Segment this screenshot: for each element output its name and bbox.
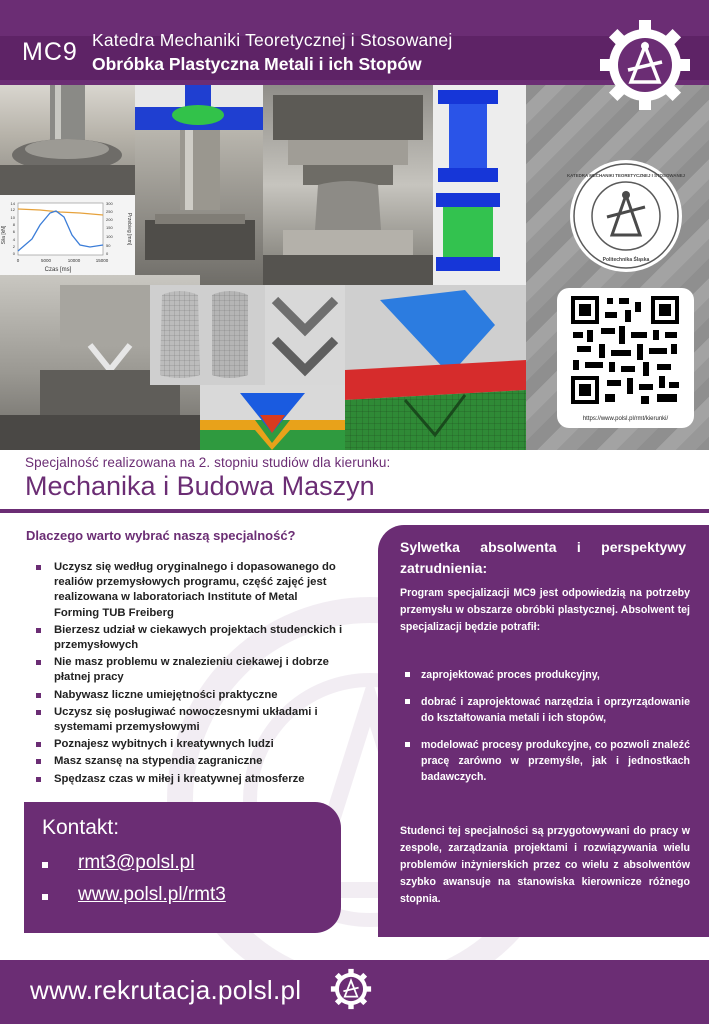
chart-ytick-left: 2	[12, 244, 15, 249]
fem-bending-stress	[200, 385, 345, 450]
graduate-profile-title: Sylwetka absolwenta i perspektywy zatrudnienia:	[400, 539, 686, 576]
list-item	[36, 754, 344, 769]
photo-collage	[0, 85, 709, 450]
seal-text-bottom: Politechnika Śląska	[602, 257, 650, 263]
chart-ytick-right: 300	[106, 201, 113, 206]
list-item-text: zaprojektować proces produkcyjny,	[421, 669, 600, 681]
bullet-icon	[36, 742, 41, 747]
list-item	[405, 737, 690, 785]
fem-billet-initial	[433, 85, 526, 185]
chart-ytick-left: 6	[12, 229, 15, 234]
fem-upsetting	[135, 85, 263, 130]
chart-xlabel: Czas [ms]	[44, 267, 72, 273]
specialization-name: Obróbka Plastyczna Metali i ich Stopów	[92, 54, 422, 74]
qr-url-text[interactable]: https://www.polsl.pl/rmt/kierunki/	[582, 416, 669, 422]
university-gear-logo-small	[330, 968, 372, 1010]
fem-billet-initial-drawing	[433, 85, 526, 185]
bullet-icon	[36, 759, 41, 764]
department-seal-logo	[567, 157, 685, 275]
list-item-text: Nie masz problemu w znalezieniu ciekawej i dobrze płatnej pracy	[54, 656, 329, 684]
press-photo-1	[0, 85, 135, 195]
list-item-text: Uczysz się według oryginalnego i dopasowanego do realiów przemysłowych programu, część zajęć jest realizowana w laboratoriach Institute of Metal Forming TUB Freiberg	[54, 561, 336, 619]
chart-ytick-left: 10	[10, 215, 15, 220]
list-item	[36, 688, 344, 703]
list-item-text: Nabywasz liczne umiejętności praktyczne	[54, 688, 278, 701]
why-choose-list	[36, 560, 344, 789]
fem-mesh-cylinders	[150, 285, 265, 385]
bent-profiles-drawing	[265, 285, 345, 385]
contact-title: Kontakt:	[42, 816, 120, 839]
list-item	[36, 560, 344, 621]
list-item	[36, 737, 344, 752]
seal-text-top: KATEDRA MECHANIKI TEORETYCZNEJ I STOSOWANEJ	[567, 173, 685, 178]
recruitment-url[interactable]: www.rekrutacja.polsl.pl	[30, 975, 302, 1005]
bullet-icon	[36, 565, 41, 570]
graduate-skills-list	[405, 667, 690, 796]
fem-die-model	[345, 285, 526, 450]
contact-website-link[interactable]: www.polsl.pl/rmt3	[78, 884, 226, 905]
bullet-icon	[42, 862, 48, 868]
list-item-text: Bierzesz udział w ciekawych projektach studenckich i przemysłowych	[54, 623, 343, 652]
chart-ylabel-left: Siła [kN]	[1, 225, 7, 245]
list-item-text: Poznajesz wybitnych i kreatywnych ludzi	[54, 738, 274, 751]
graduate-profile-outro: Studenci tej specjalności są przygotowywani do pracy w zespole, zarządzania projektami i rozwiązywania wielu problemów inżynierskich przez co wielu z absolwentów szybko awansuje na stanowiska kierownicze różnego stopnia.	[400, 825, 690, 905]
bullet-icon	[36, 693, 41, 698]
chart-ytick-right: 0	[106, 251, 109, 256]
list-item-text: dobrać i zaprojektować narzędzia i oprzyrządowanie do kształtowania metali i ich stopów,	[421, 696, 690, 724]
press-photo-2	[135, 130, 263, 285]
list-item	[36, 705, 344, 735]
fem-upsetting-drawing	[135, 85, 263, 130]
chart-ytick-left: 0	[12, 251, 15, 256]
chart-ytick-left: 8	[12, 222, 15, 227]
bullet-icon	[36, 710, 41, 715]
press-photo-3-drawing	[263, 85, 433, 285]
list-item-text: modelować procesy produkcyjne, co pozwoli znaleźć pracę zarówno w przemyśle, jak i jednostkach badawczych.	[421, 739, 690, 783]
department-name: Katedra Mechaniki Teoretycznej i Stosowanej	[92, 30, 453, 50]
list-item-text: Uczysz się posługiwać nowoczesnymi układami i systemami przemysłowymi	[54, 705, 318, 734]
bent-profiles	[265, 285, 345, 385]
chart-ytick-left: 12	[10, 207, 15, 212]
graduate-profile-box	[378, 525, 709, 937]
bullet-icon	[42, 894, 48, 900]
chart-ytick-right: 250	[106, 209, 113, 214]
qr-code-card[interactable]	[557, 288, 694, 428]
chart-ytick-right: 150	[106, 225, 113, 230]
bullet-icon	[405, 672, 410, 677]
list-item	[36, 772, 344, 787]
force-chart	[0, 195, 135, 275]
press-photo-1-drawing	[0, 85, 135, 195]
bullet-icon	[36, 777, 41, 782]
specialization-code: MC9	[22, 38, 78, 66]
chart-xtick: 15000	[95, 258, 109, 263]
specialization-subtitle: Specjalność realizowana na 2. stopniu studiów dla kierunku:	[25, 455, 391, 470]
list-item	[36, 655, 344, 685]
fem-billet-deformed	[433, 185, 526, 285]
chart-xtick: 5000	[40, 258, 52, 263]
chart-ytick-right: 100	[106, 234, 113, 239]
graduate-profile-intro: Program specjalizacji MC9 jest odpowiedzią na potrzeby przemysłu w obszarze obróbki plastycznej. Absolwent tej specjalizacji będzie potrafił:	[400, 587, 690, 633]
fem-mesh-cylinders-drawing	[150, 285, 265, 385]
field-of-study-title: Mechanika i Budowa Maszyn	[25, 471, 375, 501]
bullet-icon	[36, 660, 41, 665]
bullet-icon	[405, 699, 410, 704]
chart-ylabel-right: Przebieg [mm]	[126, 212, 132, 246]
chart-xtick: 0	[16, 258, 20, 263]
university-gear-logo	[598, 18, 692, 112]
press-photo-2-drawing	[135, 130, 263, 285]
press-photo-3	[263, 85, 433, 285]
chart-xtick: 10000	[67, 258, 81, 263]
chart-ytick-right: 200	[106, 217, 113, 222]
fem-bending-stress-drawing	[200, 385, 345, 450]
chart-ytick-right: 50	[106, 243, 111, 248]
force-chart-svg	[0, 195, 135, 275]
list-item-text: Spędzasz czas w miłej i kreatywnej atmosferze	[54, 772, 305, 785]
chart-ytick-left: 4	[12, 237, 15, 242]
bullet-icon	[405, 742, 410, 747]
list-item	[405, 667, 690, 683]
section-divider	[0, 509, 709, 513]
qr-code[interactable]	[557, 292, 694, 418]
fem-die-model-drawing	[345, 285, 526, 450]
list-item	[36, 623, 344, 653]
chart-ytick-left: 14	[10, 201, 15, 206]
contact-email-link[interactable]: rmt3@polsl.pl	[78, 852, 195, 873]
list-item	[405, 694, 690, 726]
why-choose-title: Dlaczego warto wybrać naszą specjalność?	[26, 528, 296, 543]
bullet-icon	[36, 628, 41, 633]
contact-box	[24, 802, 341, 933]
footer	[0, 960, 709, 1024]
list-item-text: Masz szansę na stypendia zagraniczne	[54, 755, 263, 768]
fem-billet-deformed-drawing	[433, 185, 526, 285]
